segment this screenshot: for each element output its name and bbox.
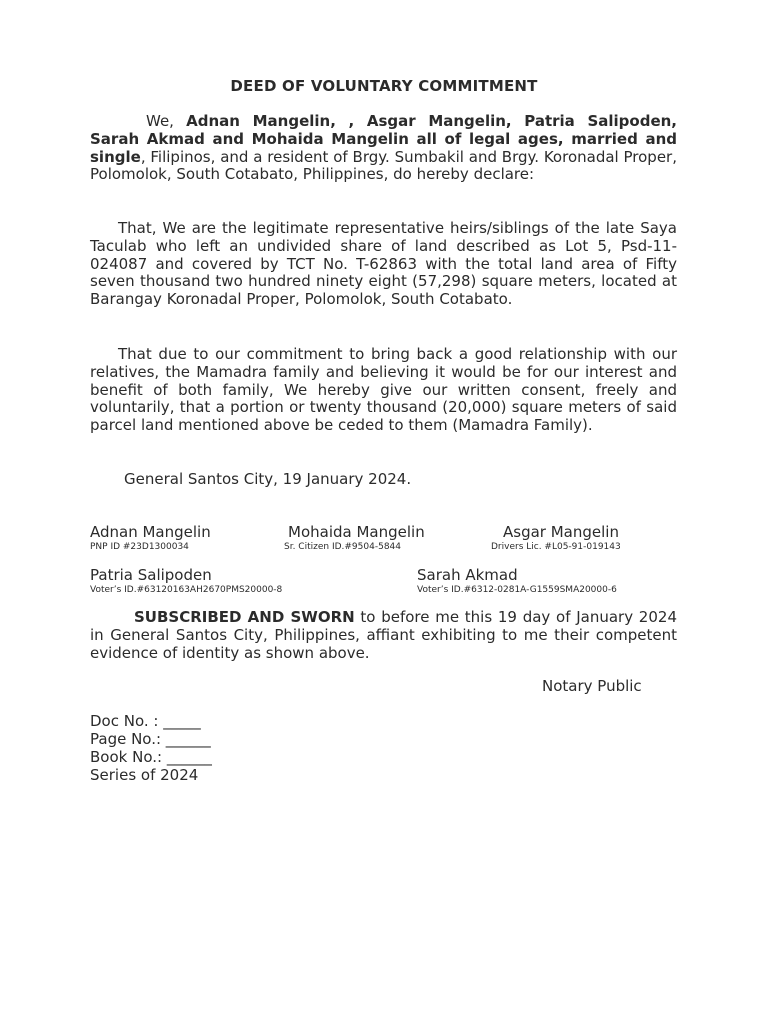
book-number: Book No.: ______ — [90, 748, 212, 766]
document-title: DEED OF VOLUNTARY COMMITMENT — [230, 77, 538, 95]
signatory-id: Drivers Lic. #L05-91-019143 — [491, 542, 621, 552]
place-date: General Santos City, 19 January 2024. — [124, 470, 412, 488]
page-number: Page No.: ______ — [90, 730, 211, 748]
jurat-heading: SUBSCRIBED AND SWORN — [134, 608, 355, 626]
series-year: Series of 2024 — [90, 766, 199, 784]
jurat-text: to before me this 19 day of January 2024 in General Santos City, Philippines, affiant exhibiting to me their competent evidence of identity as shown above. — [90, 608, 677, 662]
signatory-id: Voter’s ID.#6312-0281A-G1559SMA20000-6 — [417, 585, 617, 595]
doc-number: Doc No. : _____ — [90, 712, 201, 730]
party-names: Adnan Mangelin, , Asgar Mangelin, Patria Salipoden, Sarah Akmad and Mohaida Mangelin all of legal ages, married and single — [90, 112, 677, 166]
signatory-name: Mohaida Mangelin — [288, 523, 425, 541]
consent-paragraph: That due to our commitment to bring back a good relationship with our relatives, the Mamadra family and believing it would be for our interest and benefit of both family, We hereby give our written consent, freely and voluntarily, that a portion or twenty thousand (20,000) square meters of said parcel land mentioned above be ceded to them (Mamadra Family). — [90, 345, 677, 435]
opening-lead: We, — [146, 112, 187, 130]
signatory-name: Patria Salipoden — [90, 566, 212, 584]
opening-paragraph — [90, 113, 677, 184]
signatory-name: Sarah Akmad — [417, 566, 518, 584]
heirs-paragraph: That, We are the legitimate representative heirs/siblings of the late Saya Taculab who left an undivided share of land described as Lot 5, Psd-11-024087 and covered by TCT No. T-62863 with the total land area of Fifty seven thousand two hundred ninety eight (57,298) square meters, located at Barangay Koronadal Proper, Polomolok, South Cotabato. — [90, 219, 677, 309]
signatory-id: PNP ID #23D1300034 — [90, 542, 189, 552]
jurat-paragraph — [90, 609, 677, 662]
signatory-name: Asgar Mangelin — [503, 523, 619, 541]
opening-rest: , Filipinos, and a resident of Brgy. Sumbakil and Brgy. Koronadal Proper, Polomolok, South Cotabato, Philippines, do hereby declare: — [90, 147, 677, 184]
notary-public-label: Notary Public — [542, 677, 642, 695]
signatory-id: Sr. Citizen ID.#9504-5844 — [284, 542, 401, 552]
signatory-id: Voter’s ID.#63120163AH2670PMS20000-8 — [90, 585, 283, 595]
signatory-name: Adnan Mangelin — [90, 523, 211, 541]
